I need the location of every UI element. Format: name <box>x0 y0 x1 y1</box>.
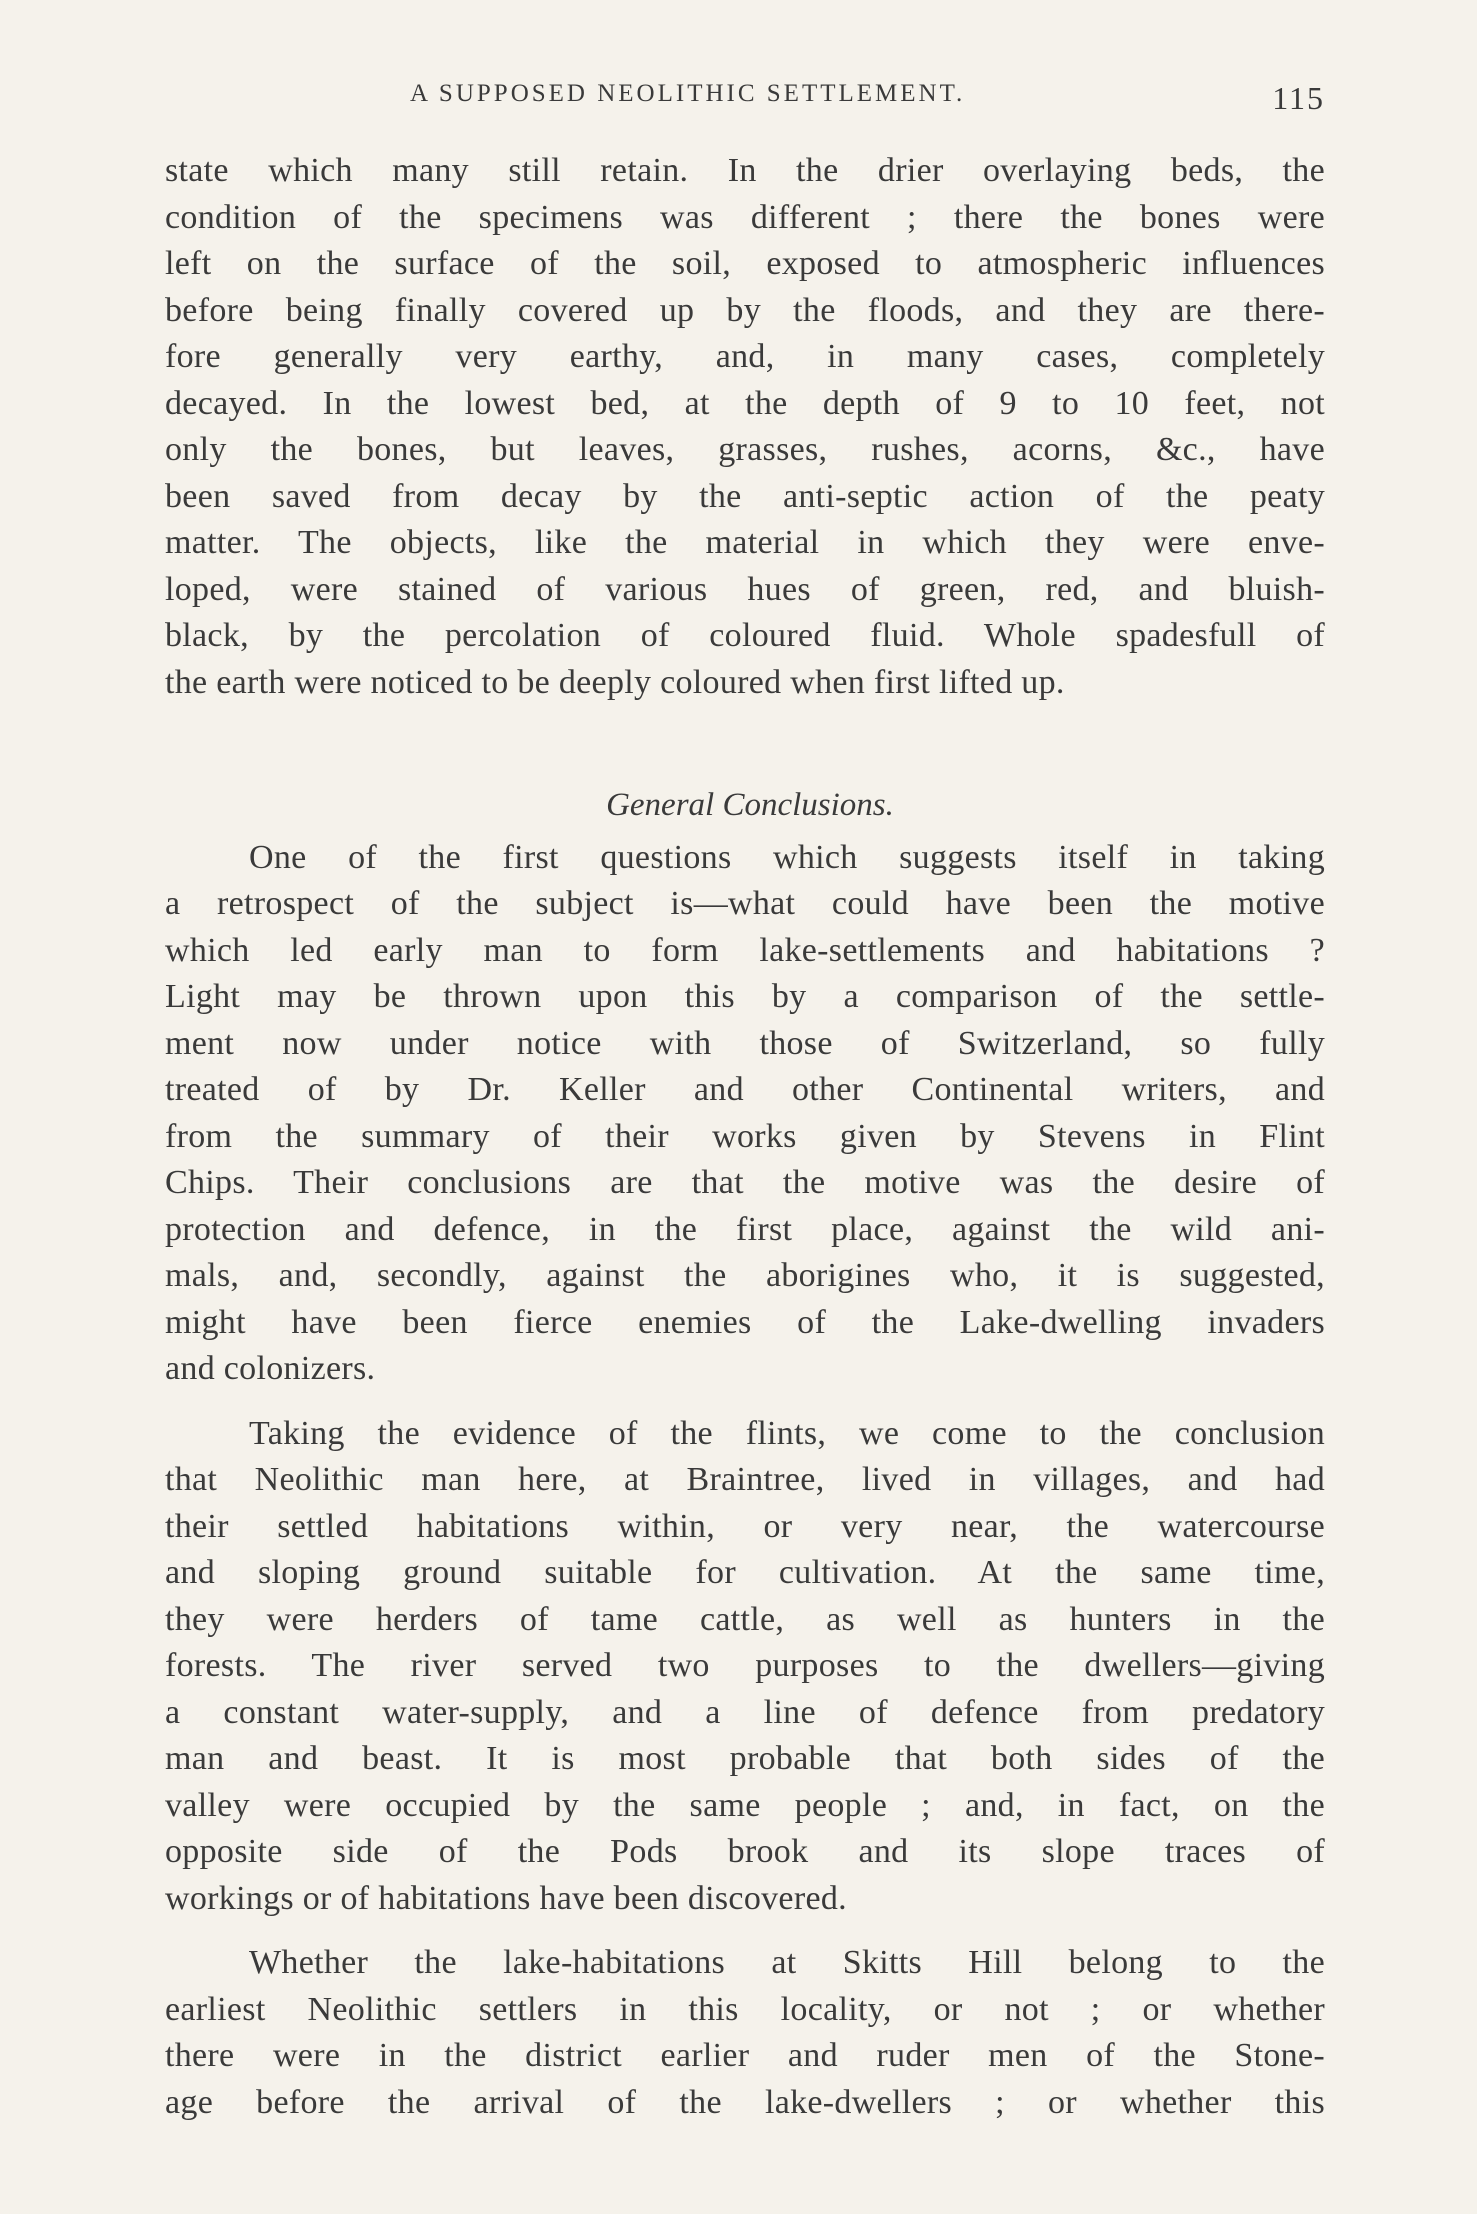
text-line: One of the first questions which suggests itself in taking <box>249 838 1325 876</box>
page-number: 115 <box>1272 80 1325 116</box>
text-line: which led early man to form lake-settlements and habitations ? <box>165 931 1325 969</box>
text-line: Taking the evidence of the flints, we come to the conclusion <box>249 1414 1325 1452</box>
text-line: that Neolithic man here, at Braintree, lived in villages, and had <box>165 1461 1325 1498</box>
text-line: there were in the district earlier and ruder men of the Stone- <box>165 2037 1325 2074</box>
text-line: and sloping ground suitable for cultivation. At the same time, <box>165 1554 1325 1591</box>
paragraph-spacer <box>165 1393 1325 1411</box>
text-line: forests. The river served two purposes to the dwellers—giving <box>165 1647 1325 1684</box>
text-line: opposite side of the Pods brook and its slope traces of <box>165 1833 1325 1870</box>
text-line: their settled habitations within, or very near, the watercourse <box>165 1507 1325 1545</box>
text-line: the earth were noticed to be deeply coloured when first lifted up. <box>165 663 1065 701</box>
paragraph-3 <box>165 1411 1325 1923</box>
text-line: matter. The objects, like the material in which they were enve- <box>165 524 1325 561</box>
text-line: black, by the percolation of coloured fluid. Whole spadesfull of <box>165 617 1325 654</box>
section-spacer <box>165 706 1325 782</box>
text-line: been saved from decay by the anti-septic action of the peaty <box>165 477 1325 515</box>
text-line: a retrospect of the subject is—what could have been the motive <box>165 885 1325 922</box>
text-line: condition of the specimens was different ; there the bones were <box>165 198 1325 236</box>
text-line: Whether the lake-habitations at Skitts Hill belong to the <box>249 1944 1325 1981</box>
text-line: ment now under notice with those of Switzerland, so fully <box>165 1024 1325 1062</box>
text-line: Light may be thrown upon this by a comparison of the settle- <box>165 978 1325 1015</box>
text-line: state which many still retain. In the drier overlaying beds, the <box>165 152 1325 189</box>
text-line: only the bones, but leaves, grasses, rushes, acorns, &c., have <box>165 431 1325 468</box>
text-line: a constant water-supply, and a line of defence from predatory <box>165 1693 1325 1731</box>
text-line: man and beast. It is most probable that both sides of the <box>165 1740 1325 1777</box>
text-line: decayed. In the lowest bed, at the depth of 9 to 10 feet, not <box>165 384 1325 422</box>
text-line: earliest Neolithic settlers in this locality, or not ; or whether <box>165 1990 1325 2028</box>
text-line: mals, and, secondly, against the aborigines who, it is suggested, <box>165 1257 1325 1294</box>
running-title: A SUPPOSED NEOLITHIC SETTLEMENT. <box>410 80 966 107</box>
text-line: loped, were stained of various hues of green, red, and bluish- <box>165 570 1325 608</box>
paragraph-4 <box>165 1940 1325 2126</box>
text-line: they were herders of tame cattle, as well as hunters in the <box>165 1600 1325 1638</box>
text-line: might have been fierce enemies of the Lake-dwelling invaders <box>165 1303 1325 1341</box>
body-text <box>165 148 1325 2126</box>
text-line: fore generally very earthy, and, in many cases, completely <box>165 338 1325 375</box>
text-line: and colonizers. <box>165 1350 376 1387</box>
paragraph-1 <box>165 148 1325 706</box>
text-line: protection and defence, in the first place, against the wild ani- <box>165 1210 1325 1248</box>
running-head <box>165 80 1325 124</box>
paragraph-2 <box>165 835 1325 1393</box>
text-line: from the summary of their works given by Stevens in Flint <box>165 1117 1325 1155</box>
text-line: Chips. Their conclusions are that the motive was the desire of <box>165 1164 1325 1201</box>
text-line: workings or of habitations have been discovered. <box>165 1879 847 1917</box>
text-line: before being finally covered up by the floods, and they are there- <box>165 291 1325 329</box>
text-line: valley were occupied by the same people ; and, in fact, on the <box>165 1786 1325 1824</box>
text-line: age before the arrival of the lake-dwellers ; or whether this <box>165 2083 1325 2121</box>
text-line: treated of by Dr. Keller and other Continental writers, and <box>165 1071 1325 1108</box>
paragraph-spacer <box>165 1922 1325 1940</box>
text-line: left on the surface of the soil, exposed to atmospheric influences <box>165 245 1325 282</box>
section-heading: General Conclusions. <box>606 787 894 823</box>
